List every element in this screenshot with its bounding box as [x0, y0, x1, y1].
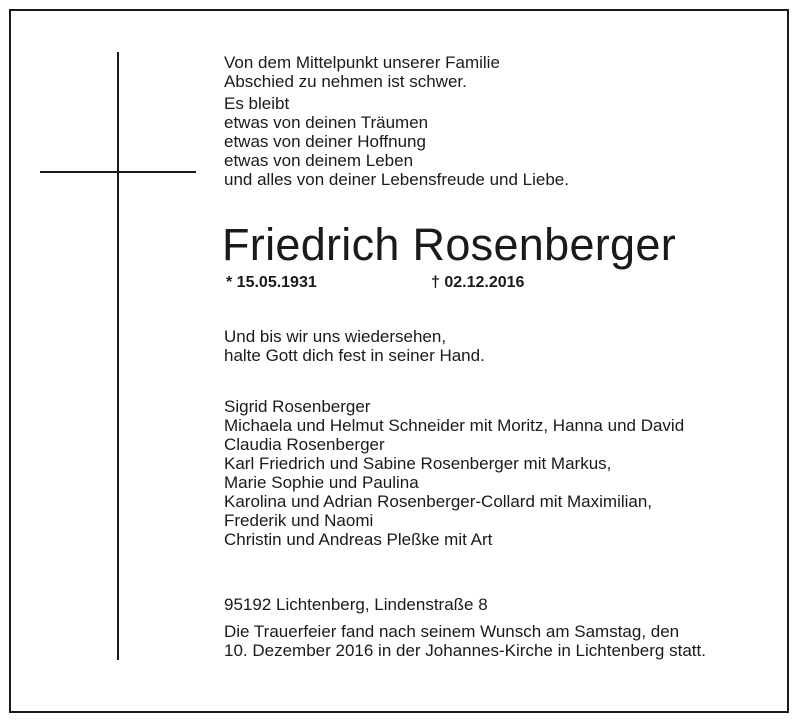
mourner-line: Michaela und Helmut Schneider mit Moritz, Hanna und David [224, 416, 685, 435]
poem-line: und alles von deiner Lebensfreude und Liebe. [224, 170, 569, 189]
address: 95192 Lichtenberg, Lindenstraße 8 [224, 595, 488, 614]
mourner-line: Karolina und Adrian Rosenberger-Collard mit Maximilian, [224, 492, 653, 511]
poem-line: etwas von deinen Träumen [224, 113, 429, 132]
poem-line: etwas von deinem Leben [224, 151, 414, 170]
verse-line: halte Gott dich fest in seiner Hand. [224, 346, 485, 365]
birth-date: * 15.05.1931 [226, 274, 317, 291]
verse-line: Und bis wir uns wiedersehen, [224, 327, 447, 346]
verse-block [224, 327, 485, 365]
deceased-name: Friedrich Rosenberger [222, 219, 676, 270]
poem-line: Von dem Mittelpunkt unserer Familie [224, 53, 500, 72]
poem-line: Es bleibt [224, 94, 290, 113]
funeral-line: 10. Dezember 2016 in der Johannes-Kirche in Lichtenberg statt. [224, 641, 706, 660]
death-date: † 02.12.2016 [431, 274, 525, 291]
cross-horizontal-bar [40, 171, 196, 173]
poem-block [224, 53, 569, 189]
mourners-list [224, 397, 684, 549]
mourner-line: Frederik und Naomi [224, 511, 374, 530]
funeral-line: Die Trauerfeier fand nach seinem Wunsch am Samstag, den [224, 622, 680, 641]
cross-vertical-bar [117, 52, 119, 660]
poem-line: Abschied zu nehmen ist schwer. [224, 72, 467, 91]
mourner-line: Karl Friedrich und Sabine Rosenberger mit Markus, [224, 454, 612, 473]
mourner-line: Marie Sophie und Paulina [224, 473, 419, 492]
mourner-line: Sigrid Rosenberger [224, 397, 371, 416]
mourner-line: Christin und Andreas Pleßke mit Art [224, 530, 493, 549]
mourner-line: Claudia Rosenberger [224, 435, 385, 454]
funeral-note [224, 622, 706, 660]
poem-line: etwas von deiner Hoffnung [224, 132, 426, 151]
